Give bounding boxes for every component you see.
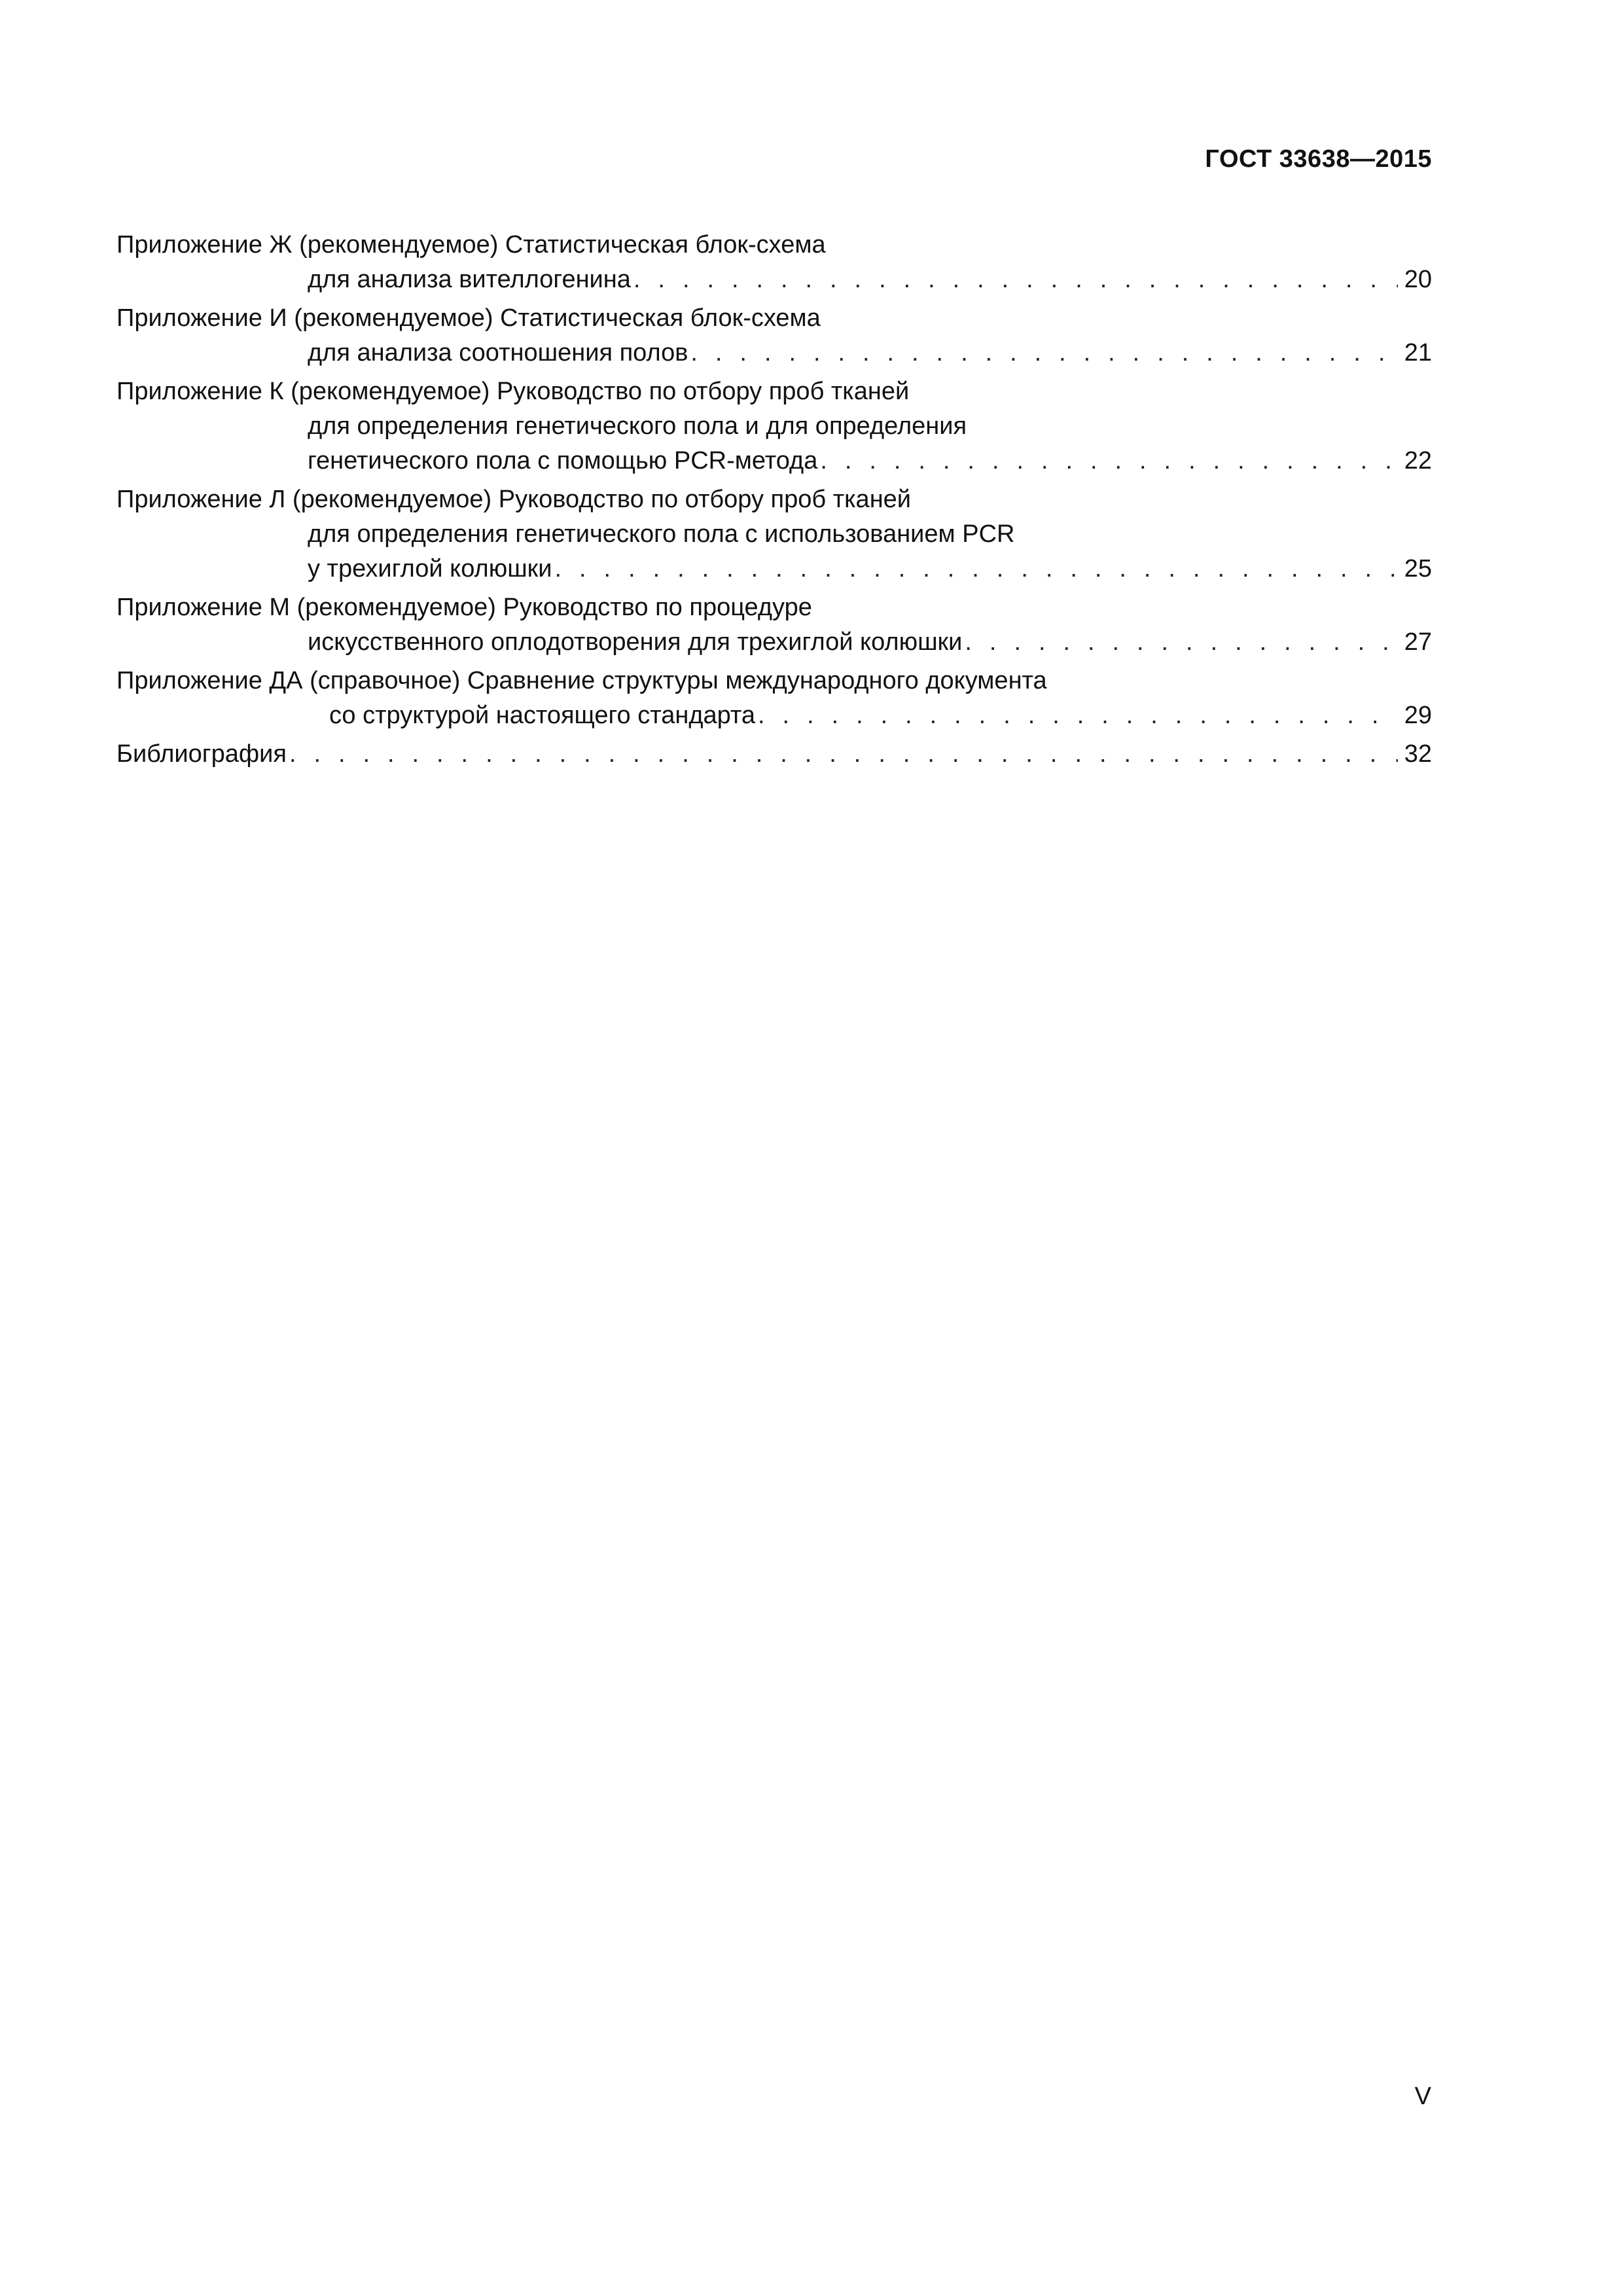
toc-entry-title: Приложение ДА (справочное) Сравнение структуры международного документа [116, 667, 1047, 694]
toc-entry-last-line [116, 552, 1432, 586]
toc-entry-last-line [116, 336, 1432, 370]
toc-entry-title: Приложение И (рекомендуемое) Статистическая блок-схема [116, 304, 821, 332]
table-of-contents [116, 228, 1432, 776]
document-standard-id: ГОСТ 33638—2015 [1205, 145, 1432, 173]
toc-leader-dots [962, 625, 1397, 660]
toc-page-number: 22 [1404, 447, 1432, 475]
toc-entry-bibliography[interactable] [116, 737, 1432, 772]
toc-entry-text: генетического пола с помощью PCR-метода [308, 447, 818, 475]
toc-entry-text: у трехиглой колюшки [308, 555, 552, 583]
toc-entry-annex-da[interactable] [116, 664, 1432, 733]
toc-leader-dots [817, 444, 1397, 478]
toc-entry-text: для анализа соотношения полов [308, 339, 688, 367]
toc-page-number: 21 [1404, 339, 1432, 367]
toc-page-number: 27 [1404, 628, 1432, 656]
toc-leader-dots [631, 262, 1398, 297]
toc-entry-annex-i[interactable] [116, 301, 1432, 370]
toc-entry-annex-zh[interactable] [116, 228, 1432, 297]
toc-entry-last-line [116, 737, 1432, 772]
toc-entry-annex-m[interactable] [116, 590, 1432, 660]
toc-entry-last-line [116, 698, 1432, 733]
toc-entry-last-line [116, 444, 1432, 478]
toc-leader-dots [755, 698, 1398, 733]
toc-entry-continuation: для определения генетического пола и для определения [308, 412, 967, 440]
page-number: V [1414, 2083, 1431, 2110]
toc-entry-last-line [116, 262, 1432, 297]
toc-entry-text: искусственного оплодотворения для трехиглой колюшки [308, 628, 963, 656]
toc-page-number: 32 [1404, 740, 1432, 768]
toc-entry-last-line [116, 625, 1432, 660]
toc-entry-title: Приложение Л (рекомендуемое) Руководство по отбору проб тканей [116, 486, 912, 513]
toc-entry-title: Приложение К (рекомендуемое) Руководство по отбору проб тканей [116, 378, 910, 405]
toc-leader-dots [552, 552, 1398, 586]
toc-entry-title: Приложение Ж (рекомендуемое) Статистическая блок-схема [116, 231, 826, 259]
toc-entry-text: со структурой настоящего стандарта [329, 702, 756, 729]
toc-page-number: 20 [1404, 266, 1432, 293]
toc-entry-text: Библиография [116, 740, 287, 768]
toc-page-number: 25 [1404, 555, 1432, 583]
toc-entry-title: Приложение М (рекомендуемое) Руководство по процедуре [116, 594, 812, 621]
toc-entry-annex-l[interactable] [116, 482, 1432, 586]
toc-entry-continuation: для определения генетического пола с использованием PCR [308, 520, 1015, 548]
toc-entry-annex-k[interactable] [116, 374, 1432, 478]
toc-leader-dots [688, 336, 1397, 370]
toc-page-number: 29 [1404, 702, 1432, 729]
toc-leader-dots [287, 737, 1398, 772]
toc-entry-text: для анализа вителлогенина [308, 266, 631, 293]
